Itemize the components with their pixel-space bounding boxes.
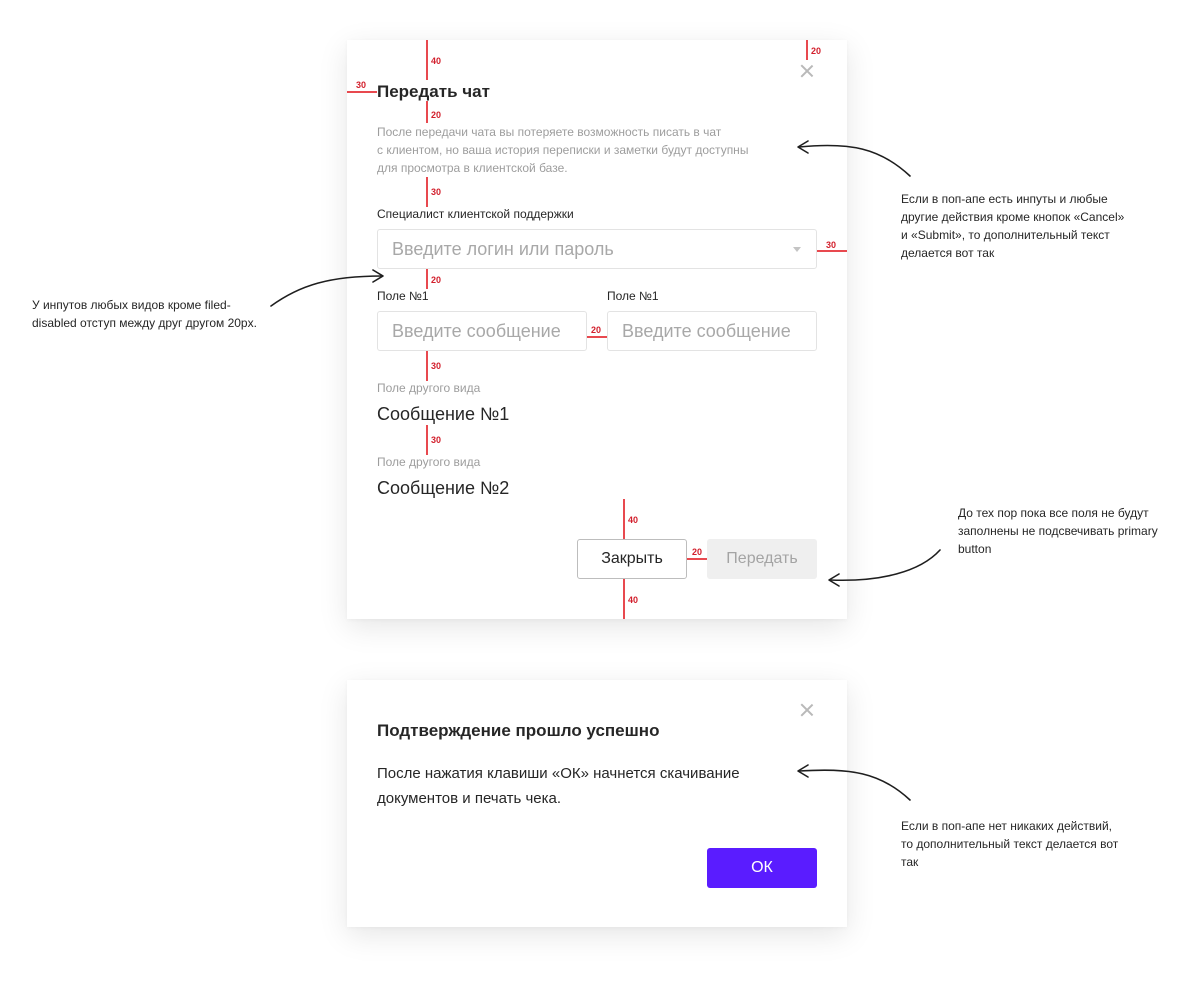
close-button[interactable]: Закрыть bbox=[577, 539, 687, 579]
annotation-line: disabled отступ между друг другом 20px. bbox=[32, 316, 257, 330]
redline-label: 30 bbox=[356, 80, 367, 90]
redline-label: 40 bbox=[628, 595, 639, 605]
annotation-line: button bbox=[958, 542, 992, 556]
annotation-line: До тех пор пока все поля не будут bbox=[958, 506, 1149, 520]
annotation-line: Если в поп-апе есть инпуты и любые bbox=[901, 192, 1108, 206]
ok-button[interactable]: ОК bbox=[707, 848, 817, 888]
annotation-line: У инпутов любых видов кроме filed- bbox=[32, 298, 231, 312]
redline-label: 20 bbox=[431, 110, 442, 120]
redline-label: 20 bbox=[811, 46, 822, 56]
redline-label: 30 bbox=[431, 435, 442, 445]
annotation-line: и «Submit», то дополнительный текст bbox=[901, 228, 1110, 242]
message-line: После нажатия клавиши «ОК» начнется скачивание bbox=[377, 765, 740, 782]
description-line: После передачи чата вы потеряете возможность писать в чат bbox=[377, 125, 722, 139]
field2-label: Поле №1 bbox=[607, 289, 659, 303]
redline-label: 20 bbox=[591, 325, 602, 335]
annotation-line: другие действия кроме кнопок «Cancel» bbox=[901, 210, 1125, 224]
arrow-icon bbox=[799, 145, 910, 176]
message-line: документов и печать чека. bbox=[377, 790, 562, 807]
description-line: для просмотра в клиентской базе. bbox=[377, 161, 568, 175]
redline-label: 40 bbox=[628, 515, 639, 525]
field1-label: Поле №1 bbox=[377, 289, 429, 303]
annotation-line: Если в поп-апе нет никаких действий, bbox=[901, 819, 1112, 833]
redline-label: 40 bbox=[431, 56, 442, 66]
redline-label: 30 bbox=[431, 187, 442, 197]
submit-button[interactable]: Передать bbox=[707, 539, 817, 579]
other-field2-value: Сообщение №2 bbox=[377, 478, 510, 498]
annotation-line: заполнены не подсвечивать primary bbox=[958, 524, 1158, 538]
redline-label: 30 bbox=[431, 361, 442, 371]
popup-title: Подтверждение прошло успешно bbox=[377, 721, 660, 740]
redline-label: 30 bbox=[826, 240, 837, 250]
arrow-icon bbox=[830, 550, 940, 580]
specialist-label: Специалист клиентской поддержки bbox=[377, 207, 574, 221]
other-field1-label: Поле другого вида bbox=[377, 381, 481, 395]
popup-title: Передать чат bbox=[377, 82, 490, 101]
annotation-line: делается вот так bbox=[901, 246, 995, 260]
description-line: с клиентом, но ваша история переписки и заметки будут доступны bbox=[377, 143, 749, 157]
arrow-icon bbox=[799, 770, 910, 800]
annotation-line: так bbox=[901, 855, 919, 869]
other-field2-label: Поле другого вида bbox=[377, 455, 481, 469]
redline-label: 20 bbox=[431, 275, 442, 285]
other-field1-value: Сообщение №1 bbox=[377, 404, 510, 424]
annotation-line: то дополнительный текст делается вот bbox=[901, 837, 1119, 851]
arrow-icon bbox=[271, 276, 382, 306]
redline-label: 20 bbox=[692, 547, 703, 557]
